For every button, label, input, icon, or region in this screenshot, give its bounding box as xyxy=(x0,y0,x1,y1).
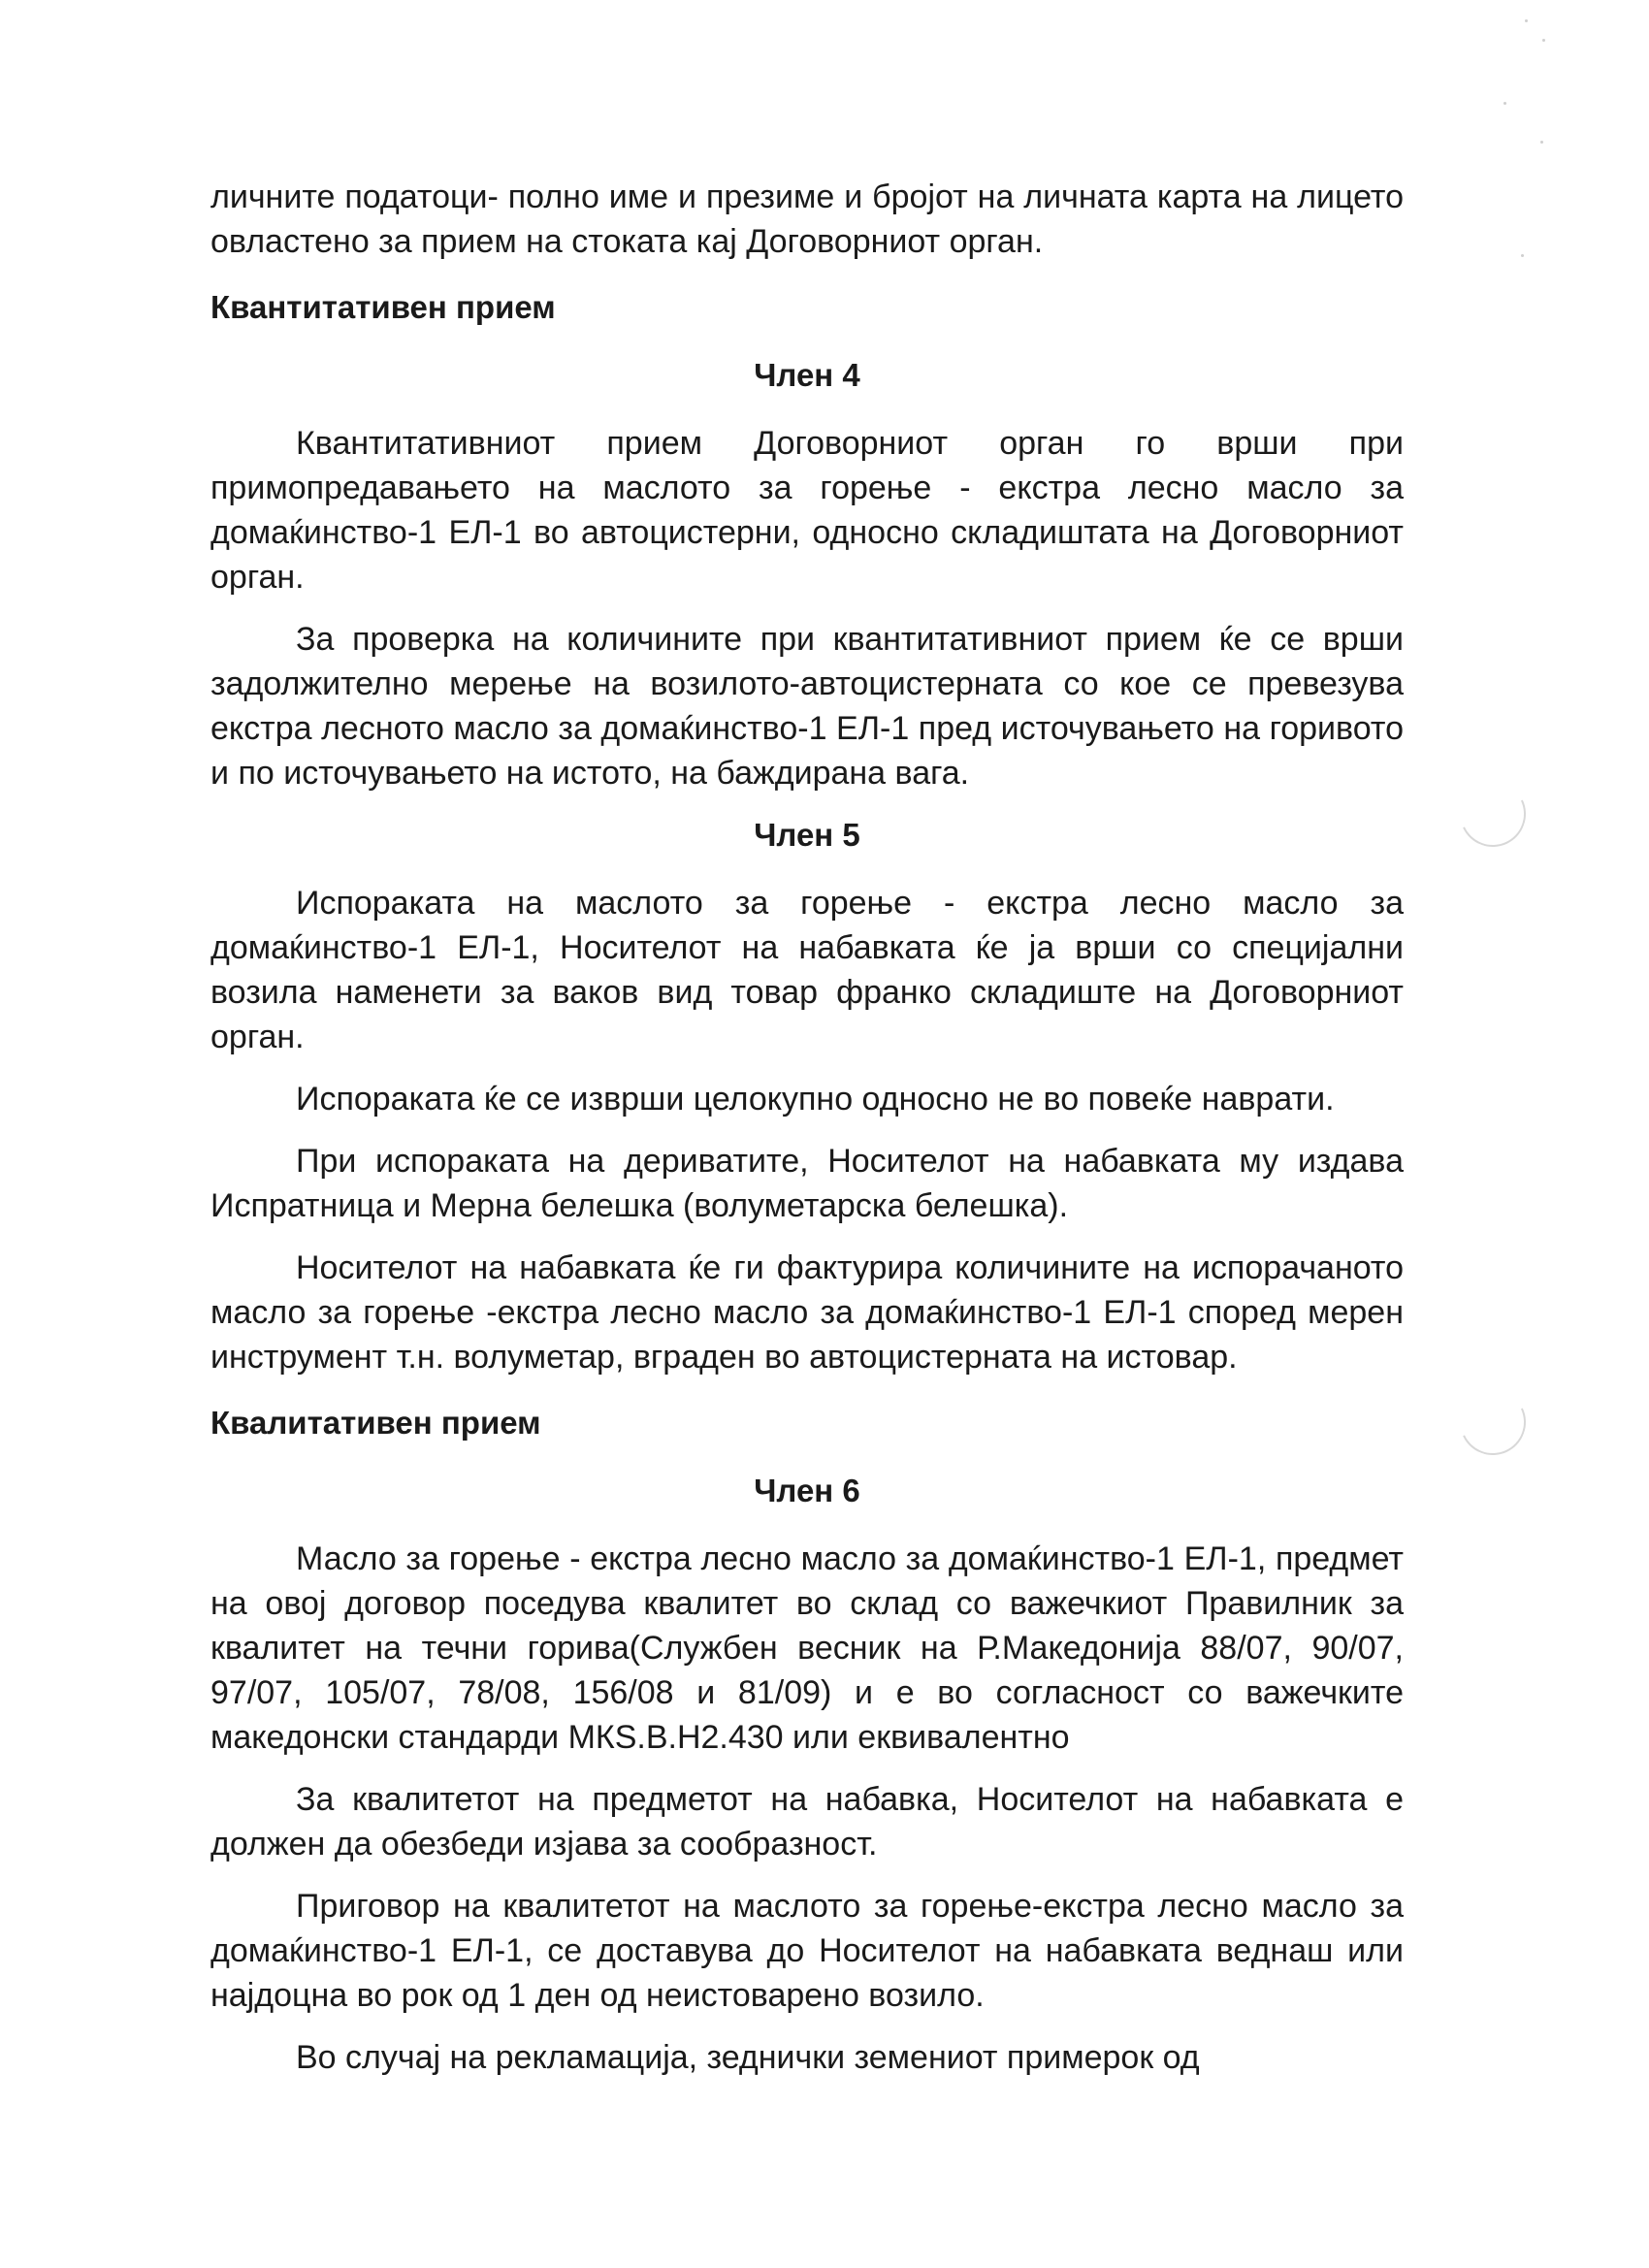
article-5-paragraph-1: Испораката на маслото за горење - екстра лесно масло за домаќинство-1 ЕЛ-1, Носителот на набавката ќе ја врши со специјални возила наменети за ваков вид товар франко складиште на Договорниот орган. xyxy=(210,885,1404,1055)
section-heading-qualitative: Квалитативен прием xyxy=(210,1405,541,1441)
article-6-title: Член 6 xyxy=(754,1473,860,1508)
section-heading-quantitative: Квантитативен прием xyxy=(210,289,556,325)
scan-speck xyxy=(1540,141,1543,144)
intro-paragraph: личните податоци- полно име и презиме и бројот на личната карта на лицето овластено за прием на стоката кај Договорниот орган. xyxy=(210,178,1404,260)
article-4-paragraph-2: За проверка на количините при квантитативниот прием ќе се врши задолжително мерење на возилото-автоцистерната со кое се превезува екстра лесното масло за домаќинство-1 ЕЛ-1 пред источувањето на горивото и по источувањето на истото, на баждирана вага. xyxy=(210,621,1404,792)
article-6-paragraph-2: За квалитетот на предметот на набавка, Носителот на набавката е должен да обезбеди изјава за сообразност. xyxy=(210,1781,1404,1863)
article-6-paragraph-3: Приговор на квалитетот на маслото за горење-екстра лесно масло за домаќинство-1 ЕЛ-1, се доставува до Носителот на набавката веднаш или најдоцна во рок од 1 ден од неистоварено возило. xyxy=(210,1888,1404,2014)
article-4-title: Член 4 xyxy=(754,357,860,393)
article-4-paragraph-1: Квантитативниот прием Договорниот орган го врши при примопредавањето на маслото за горење - екстра лесно масло за домаќинство-1 ЕЛ-1 во автоцистерни, односно складиштата на Договорниот орган. xyxy=(210,425,1404,596)
article-5-paragraph-2: Испораката ќе се изврши целокупно односно не во повеќе наврати. xyxy=(296,1081,1335,1118)
article-5-paragraph-4: Носителот на набавката ќе ги фактурира количините на испорачаното масло за горење -екстра лесно масло за домаќинство-1 ЕЛ-1 според мерен инструмент т.н. волуметар, вграден во автоцистерната на истовар. xyxy=(210,1249,1404,1376)
punch-hole-mark xyxy=(1450,771,1535,856)
article-5-title: Член 5 xyxy=(754,817,860,853)
article-6-paragraph-1: Масло за горење - екстра лесно масло за домаќинство-1 ЕЛ-1, предмет на овој договор поседува квалитет во склад со важечкиот Правилник за квалитет на течни горива(Службен весник на Р.Македонија 88/07, 90/07, 97/07, 105/07, 78/08, 156/08 и 81/09) и е во согласност со важечките македонски стандарди МКЅ.В.Н2.430 или еквивалентно xyxy=(210,1540,1404,1756)
scan-speck xyxy=(1542,39,1545,42)
article-6-paragraph-4: Во случај на рекламација, зеднички земениот примерок од xyxy=(296,2039,1200,2076)
scan-speck xyxy=(1521,254,1524,257)
scan-speck xyxy=(1504,102,1506,105)
scan-speck xyxy=(1525,19,1528,22)
article-5-paragraph-3: При испораката на дериватите, Носителот на набавката му издава Испратница и Мерна белешка (волуметарска белешка). xyxy=(210,1143,1404,1224)
document-body xyxy=(210,175,1404,2080)
punch-hole-mark xyxy=(1450,1379,1535,1464)
